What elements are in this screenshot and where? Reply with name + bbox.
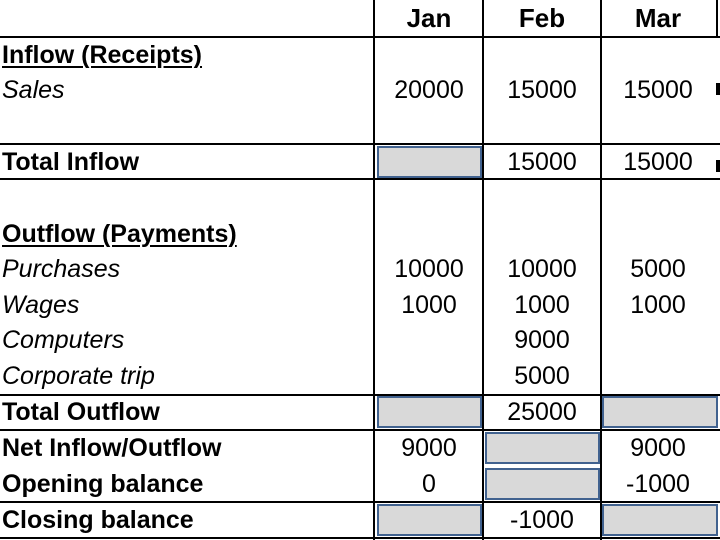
- opening-balance-jan[interactable]: 0: [422, 470, 436, 498]
- header-jan[interactable]: Jan: [406, 3, 452, 33]
- outflow-title-row: [0, 216, 720, 252]
- sales-mar[interactable]: 15000: [623, 76, 693, 104]
- wages-mar[interactable]: 1000: [630, 291, 686, 319]
- total-inflow-feb[interactable]: 15000: [507, 148, 577, 176]
- computers-row: [0, 322, 720, 358]
- computers-feb[interactable]: 9000: [514, 326, 570, 354]
- wages-jan[interactable]: 1000: [401, 291, 457, 319]
- total-outflow-row: [0, 394, 720, 430]
- corporate-trip-label[interactable]: Corporate trip: [2, 362, 155, 390]
- net-flow-feb-blank-cell[interactable]: [485, 432, 600, 464]
- total-outflow-mar-blank-cell[interactable]: [602, 396, 718, 428]
- sales-jan[interactable]: 20000: [394, 76, 464, 104]
- closing-balance-row: [0, 502, 720, 538]
- closing-balance-jan-blank-cell[interactable]: [377, 504, 482, 536]
- total-inflow-mar[interactable]: 15000: [623, 148, 693, 176]
- header-mar[interactable]: Mar: [634, 3, 682, 33]
- closing-balance-label[interactable]: Closing balance: [2, 506, 194, 534]
- corporate-trip-row: [0, 358, 720, 394]
- total-outflow-feb[interactable]: 25000: [507, 398, 577, 426]
- total-inflow-jan-blank-cell[interactable]: [377, 146, 482, 178]
- net-flow-label[interactable]: Net Inflow/Outflow: [2, 434, 222, 462]
- wages-label[interactable]: Wages: [2, 291, 80, 319]
- closing-balance-mar-blank-cell[interactable]: [602, 504, 718, 536]
- corporate-trip-feb[interactable]: 5000: [514, 362, 570, 390]
- computers-label[interactable]: Computers: [2, 326, 125, 354]
- sales-row: [0, 72, 720, 108]
- sales-label[interactable]: Sales: [2, 76, 65, 104]
- opening-balance-label[interactable]: Opening balance: [2, 470, 204, 498]
- wages-row: [0, 287, 720, 323]
- net-flow-row: [0, 430, 720, 466]
- wages-feb[interactable]: 1000: [514, 291, 570, 319]
- inflow-title-row: [0, 37, 720, 73]
- sales-feb[interactable]: 15000: [507, 76, 577, 104]
- month-header-row: [0, 0, 720, 36]
- purchases-mar[interactable]: 5000: [630, 255, 686, 283]
- purchases-label[interactable]: Purchases: [2, 255, 121, 283]
- purchases-feb[interactable]: 10000: [507, 255, 577, 283]
- total-outflow-label[interactable]: Total Outflow: [2, 398, 160, 426]
- net-flow-jan[interactable]: 9000: [401, 434, 457, 462]
- opening-balance-mar[interactable]: -1000: [626, 470, 690, 498]
- outflow-title[interactable]: Outflow (Payments): [2, 220, 237, 248]
- header-feb[interactable]: Feb: [518, 3, 566, 33]
- total-inflow-row: [0, 144, 720, 180]
- total-inflow-label[interactable]: Total Inflow: [2, 148, 140, 176]
- total-outflow-jan-blank-cell[interactable]: [377, 396, 482, 428]
- opening-balance-row: [0, 466, 720, 502]
- purchases-jan[interactable]: 10000: [394, 255, 464, 283]
- inflow-title[interactable]: Inflow (Receipts): [2, 41, 203, 69]
- purchases-row: [0, 251, 720, 287]
- closing-balance-feb[interactable]: -1000: [510, 506, 574, 534]
- net-flow-mar[interactable]: 9000: [630, 434, 686, 462]
- opening-balance-feb-blank-cell[interactable]: [485, 468, 600, 500]
